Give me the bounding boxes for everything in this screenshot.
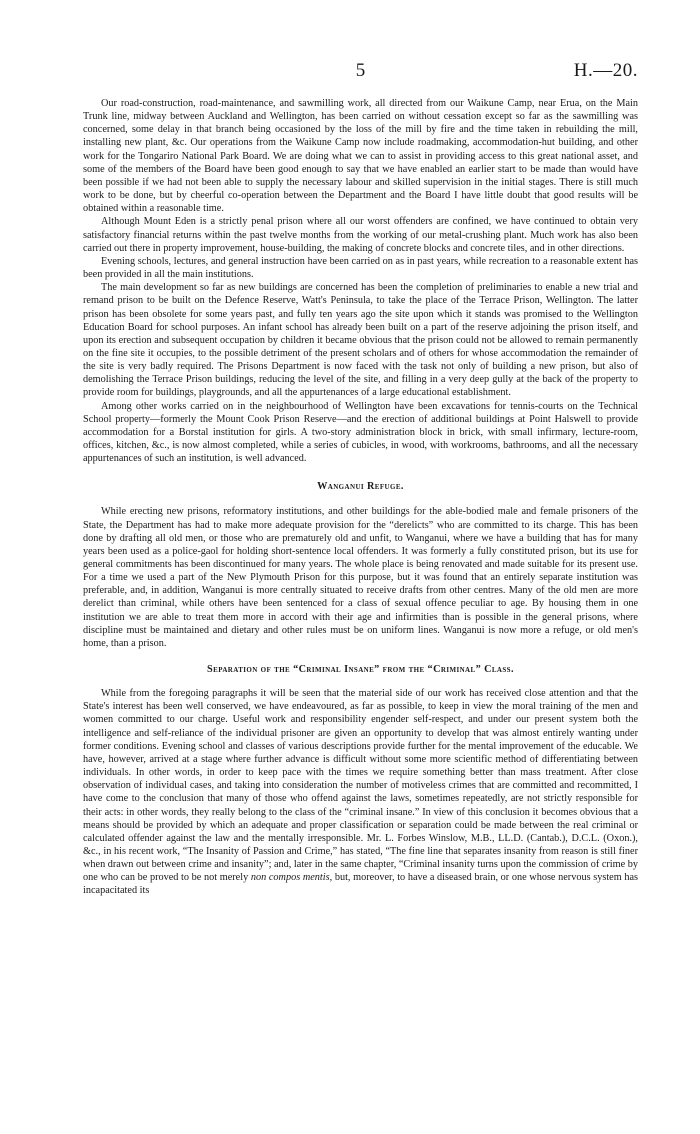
paragraph: Evening schools, lectures, and general instruction have been carried on as in past years, while recreation to a reasonable extent has been provided in all the main institutions. <box>83 255 638 281</box>
paragraph <box>83 687 638 898</box>
page-body <box>83 97 638 898</box>
section-works <box>83 97 638 465</box>
section-wanganui-refuge <box>83 480 638 650</box>
page-number: 5 <box>355 60 366 81</box>
section-criminal-insane <box>83 663 638 898</box>
paragraph: The main development so far as new buildings are concerned has been the completion of preliminaries to enable a new trial and remand prison to be built on the Defence Reserve, Watt's Peninsula, to take the place of the Terrace Prison, Wellington. The latter prison has been obsolete for some years past, and fully ten years ago the site upon which it stands was promised to the Wellington Education Board for school purposes. An infant school has already been built on a part of the reserve adjoining the prison itself, and upon its erection and subsequent occupation by children it became obvious that the prison could not be allowed to remain permanently on the fine site it occupies, to the possible detriment of the present scholars and of others for whose accommodation the remainder of the site is very badly required. The Prisons Department is now faced with the task not only of building a new prison, but also of demolishing the Terrace Prison buildings, reducing the level of the site, and filling in a very deep gully at the back of the property to provide room for buildings, playgrounds, and all the appurtenances of a large educational establishment. <box>83 282 638 399</box>
paragraph: Among other works carried on in the neighbourhood of Wellington have been excavations for tennis-courts on the Technical School property—formerly the Mount Cook Prison Reserve—and the erection of additional buildings at Point Halswell to provide accommodation for a Borstal institution for girls. A two-story administration block in brick, with small infirmary, lecture-room, offices, kitchen, &c., is now almost completed, while a series of cubicles, in wood, with workrooms, bathrooms, and all the necessary appurtenances of such an institution, is well advanced. <box>83 400 638 465</box>
paragraph: Our road-construction, road-maintenance, and sawmilling work, all directed from our Waikune Camp, near Erua, on the Main Trunk line, midway between Auckland and Wellington, has been carried on without cessation except so far as the sawmilling was concerned, some delay in that branch being occasioned by the loss of the mill by fire and the time taken in rebuilding the mill, installing new plant, &c. Our operations from the Waikune Camp now include roadmaking, accommodation-hut building, and other work for the Tongariro National Park Board. We are doing what we can to assist in providing access to this great national asset, and some of the members of the Board have been good enough to say that we have enabled an earlier start to be made than would have been possible if we had not been able to supply the necessary labour and skilled supervision in the initial stages. There is still much work to be done, but by cheerful co-operation between the Department and the Board I have little doubt that good results will be obtained within a reasonable time. <box>83 98 638 215</box>
paragraph-text: While from the foregoing paragraphs it will be seen that the material side of our work has received close attention and that the State's interest has been well conserved, we have endeavoured, as far as possible, to keep in view the moral training of the men and women committed to our charge. Useful work and responsibility engender self-respect, and under our present system both the intelligence and self-reliance of the individual prisoner are given an opportunity to develop that was almost entirely wanting under former conditions. Evening school and classes of various descriptions provide further for the mental improvement of the educable. We have, however, arrived at a stage where further advance is difficult without some more scientific method of differentiating between individuals. In other words, in order to keep pace with the times we require something better than mass treatment. After close observation of individual cases, and taking into consideration the number of motiveless crimes that are committed and recommitted, I have come to the conclusion that many of those who offend against the laws, sometimes repeatedly, are not strictly responsible for their acts: in other words, they really belong to the class of the “criminal insane.” In view of this conclusion it becomes obvious that a means should be provided by which an adequate and proper classification or separation could be made between the real criminal or calculated offender against the law and the mentally irresponsible. Mr. L. Forbes Winslow, M.B., LL.D. (Cantab.), D.C.L. (Oxon.), &c., in his recent work, “The Insanity of Passion and Crime,” has stated, “The fine line that separates insanity from reason is still finer when drawn out between crime and insanity”; and, later in the same chapter, “Criminal insanity turns upon the commission of crime by one who can be proved to be not merely <box>83 688 638 884</box>
paragraph: While erecting new prisons, reformatory institutions, and other buildings for the able-bodied male and female prisoners of the State, the Department has had to make more adequate provision for the “derelicts” who are committed to its charge. This has been done by drafting all old men, or those who are prematurely old and unfit, to Wanganui, where we have a building that has for many years been used as a police-gaol for holding short-sentence local offenders. It was formerly a fully constituted prison, but its use for general commitments has been discontinued for many years. The whole place is being renovated and made suitable for its present use. For a time we used a part of the New Plymouth Prison for this purpose, but it was found that an entirely separate institution was preferable, and, in addition, Wanganui is more centrally situated to receive drafts from other centres. Many of the old men are more derelict than criminal, while others have been sentenced for a class of sexual offence peculiar to age. By housing them in one institution we are able to treat them more in accord with their age and infirmities than is possible in the general prisons, where discipline must be maintained and dietary and other rules must be on uniform lines. Wanganui is now more a refuge, or old men's home, than a prison. <box>83 506 638 649</box>
section-heading: Wanganui Refuge. <box>317 481 404 493</box>
paragraph-text-continued: , but, moreover, to have a diseased brain, or one whose nervous system has incapacitated its <box>83 872 639 897</box>
page-header <box>83 60 638 86</box>
latin-phrase: non compos mentis <box>250 872 330 884</box>
section-heading: Separation of the “Criminal Insane” from the “Criminal” Class. <box>207 664 514 676</box>
paragraph: Although Mount Eden is a strictly penal prison where all our worst offenders are confined, we have continued to obtain very satisfactory financial returns within the past twelve months from the working of our metal-crushing plant. Much work has also been carried out there in property improvement, house-building, the making of concrete blocks and concrete tiles, and in other directions. <box>83 216 638 254</box>
document-reference: H.—20. <box>573 60 638 81</box>
